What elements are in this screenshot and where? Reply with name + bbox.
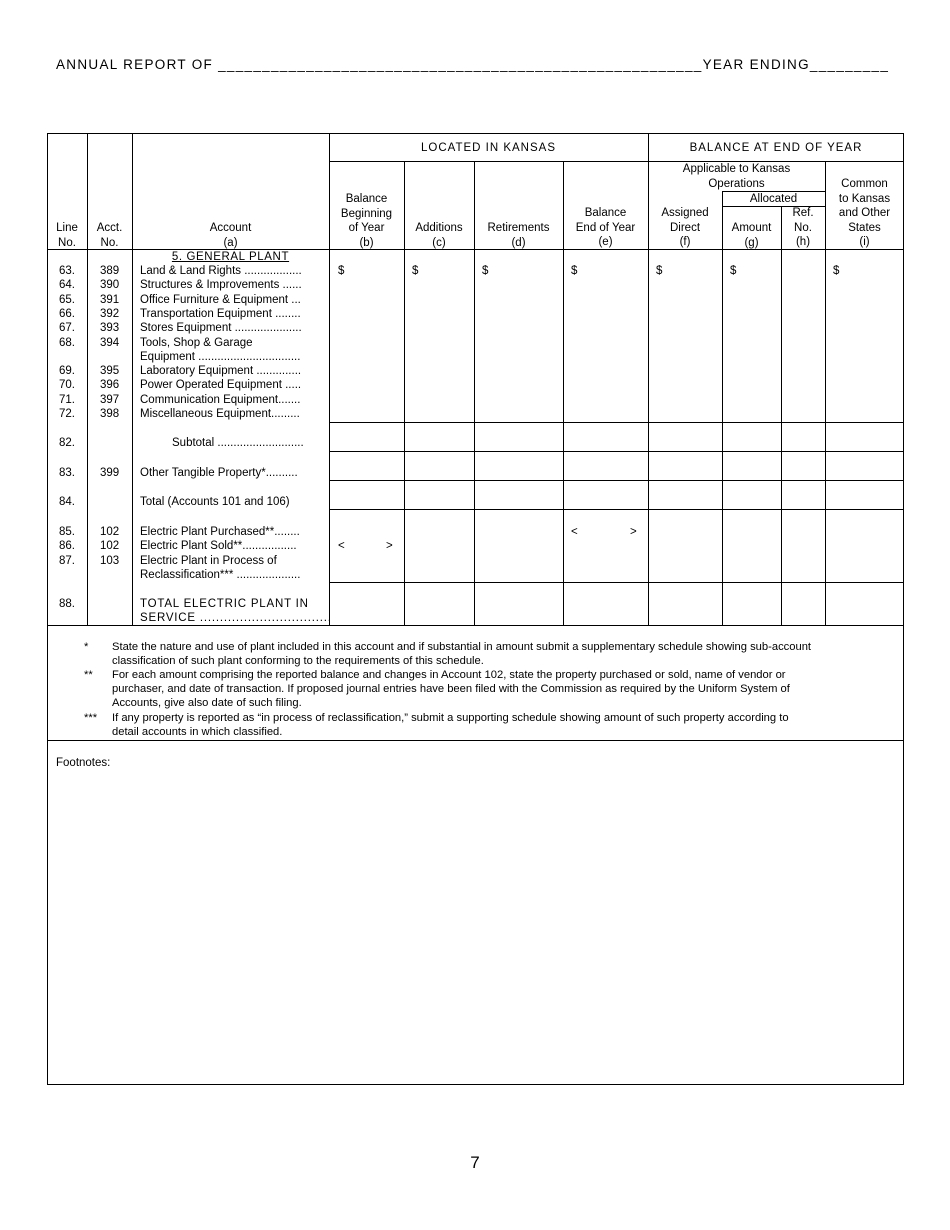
- col-e-header: Balance End of Year (e): [575, 207, 636, 248]
- line-no: 88.: [59, 598, 75, 610]
- line-no: 72.: [59, 408, 75, 420]
- dollar-sign: $: [656, 265, 663, 277]
- line-no: 63.: [59, 265, 75, 277]
- account-name: TOTAL ELECTRIC PLANT IN SERVICE .................................: [140, 598, 332, 625]
- line-no: 70.: [59, 379, 75, 392]
- allocated-header: Allocated: [749, 193, 798, 205]
- line-no: 82.: [59, 437, 75, 449]
- acct-no: 102 102 103: [100, 526, 120, 567]
- col-d-header: Retirements (d): [487, 222, 550, 249]
- account-name: Total (Accounts 101 and 106): [140, 496, 290, 508]
- line-no: 67.: [59, 322, 75, 335]
- col-h-header: Ref. No. (h): [792, 207, 814, 248]
- account-name: Electric Plant Purchased**........ Electric Plant Sold**................. Electric Plant in Process of Reclassification*** ....................: [140, 526, 301, 581]
- dollar-sign: $: [338, 265, 345, 277]
- located-in-kansas-header: LOCATED IN KANSAS: [420, 142, 556, 154]
- acct-no: 395: [100, 365, 120, 378]
- col-i-header: Common to Kansas and Other States (i): [838, 178, 891, 248]
- account-name: Equipment ................................: [140, 350, 301, 363]
- dollar-sign: $: [730, 265, 737, 277]
- bracket-open: <: [571, 526, 578, 538]
- line-no: 83.: [59, 467, 75, 479]
- line-no: 64.: [59, 279, 75, 292]
- dollar-sign: $: [412, 265, 419, 277]
- account-name: Stores Equipment .....................: [140, 322, 302, 335]
- dollar-sign: $: [571, 265, 578, 277]
- account-name: Subtotal ...........................: [172, 437, 304, 449]
- balance-end-header: BALANCE AT END OF YEAR: [689, 142, 863, 154]
- bracket-open: <: [338, 540, 345, 552]
- line-no: 85. 86. 87.: [59, 526, 75, 567]
- line-no: 66.: [59, 307, 75, 320]
- acct-no: 391: [100, 293, 120, 306]
- line-no-header: Line No.: [56, 222, 78, 249]
- footnotes-label: Footnotes:: [56, 757, 111, 769]
- line-no: 71.: [59, 393, 75, 406]
- acct-no: 398: [100, 408, 120, 420]
- col-f-header: Assigned Direct (f): [661, 207, 709, 248]
- account-name: Miscellaneous Equipment.........: [140, 408, 300, 420]
- dollar-sign: $: [482, 265, 489, 277]
- account-name: Transportation Equipment ........: [140, 307, 301, 320]
- line-no: 65.: [59, 293, 75, 306]
- page-number: 7: [470, 1153, 480, 1172]
- line-no: 84.: [59, 496, 75, 508]
- acct-no: 390: [100, 279, 120, 292]
- account-name: Office Furniture & Equipment ...: [140, 293, 301, 306]
- col-g-header: Amount (g): [731, 222, 772, 249]
- bracket-close: >: [630, 526, 637, 538]
- section-title: 5. GENERAL PLANT: [171, 251, 290, 263]
- account-name: Power Operated Equipment .....: [140, 379, 302, 392]
- acct-no: 397: [100, 393, 120, 406]
- acct-no: 399: [100, 467, 120, 479]
- acct-no: 392: [100, 307, 120, 320]
- applicable-header: Applicable to Kansas Operations: [682, 163, 791, 190]
- account-name: Communication Equipment.......: [140, 393, 301, 406]
- account-name: Structures & Improvements ......: [140, 279, 302, 292]
- acct-no: 394: [100, 336, 120, 349]
- dollar-sign: $: [833, 265, 840, 277]
- account-name: Laboratory Equipment ..............: [140, 365, 302, 378]
- report-header: ANNUAL REPORT OF _______________________________________________________YEAR ENDING_________: [56, 57, 890, 72]
- account-header: Account (a): [209, 222, 252, 249]
- account-name: Land & Land Rights ..................: [140, 265, 302, 277]
- account-name: Tools, Shop & Garage: [140, 336, 253, 349]
- acct-no-header: Acct. No.: [96, 222, 123, 249]
- account-name: Other Tangible Property*..........: [140, 467, 298, 479]
- acct-no: 393: [100, 322, 120, 335]
- acct-no: 396: [100, 379, 120, 392]
- bracket-close: >: [386, 540, 393, 552]
- line-no: 69.: [59, 365, 75, 378]
- col-b-header: Balance Beginning of Year (b): [340, 193, 393, 249]
- col-c-header: Additions (c): [415, 222, 463, 249]
- line-no: 68.: [59, 336, 75, 349]
- acct-no: 389: [100, 265, 120, 277]
